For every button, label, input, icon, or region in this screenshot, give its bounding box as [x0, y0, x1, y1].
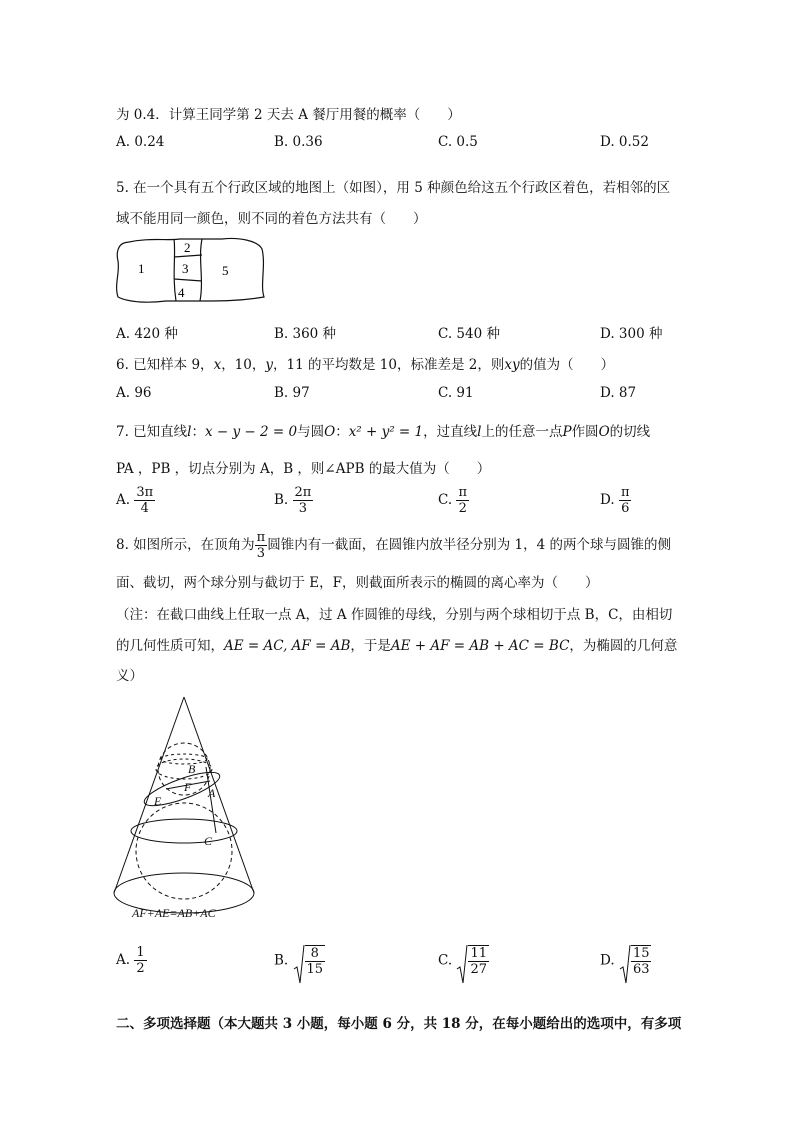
q4-stem: 为 0.4．计算王同学第 2 天去 A 餐厅用餐的概率（ ） [116, 107, 461, 123]
q5-stem-line2: 域不能用同一颜色，则不同的着色方法共有（ ） [116, 211, 427, 227]
q8-note-line2: 的几何性质可知，AE = AC, AF = AB，于是AE + AF = AB + AC = BC，为椭圆的几何意 [116, 638, 678, 654]
section2-heading: 二、多项选择题（本大题共 3 小题，每小题 6 分，共 18 分，在每小题给出的选项中，有多项 [116, 1016, 682, 1032]
q8-option-a: A. $\frac{1}{2}$ [116, 945, 145, 976]
q8-note-line3: 义） [116, 668, 143, 684]
map-region-2: 2 [184, 240, 191, 255]
apex-angle-fraction: $\frac{\pi}{3}$ [256, 530, 266, 561]
q8-option-b: B. $\frac{8}{15}$ [274, 945, 325, 977]
cone-formula: AF+AE=AB+AC [132, 906, 216, 920]
q5-stem-line1: 5. 在一个具有五个行政区域的地图上（如图），用 5 种颜色给这五个行政区着色，若相邻的区 [116, 180, 671, 196]
q4-options [116, 134, 656, 156]
q8-note-line1: （注：在截口曲线上任取一点 A，过 A 作圆锥的母线，分别与两个球相切于点 B，C，由相切 [116, 607, 673, 623]
q5-option-d: D. 300 种 [600, 326, 663, 342]
q7-stem-line1: 7. 已知直线l：x − y − 2 = 0与圆O：x² + y² = 1，过直线l上的任意一点P作圆O的切线 [116, 424, 651, 440]
q6-option-d: D. 87 [600, 385, 637, 401]
q5-map-figure [110, 235, 270, 305]
cone-label-a: A [208, 786, 216, 800]
q8-option-d: D. $\frac{15}{63}$ [600, 945, 651, 977]
var-x: x [213, 357, 222, 373]
q4-option-b: B. 0.36 [274, 134, 323, 150]
q7-option-b: B. $\frac{2\pi}{3}$ [274, 485, 312, 516]
cone-label-c: C [204, 834, 213, 848]
q5-option-b: B. 360 种 [274, 326, 337, 342]
q7-option-d: D. $\frac{\pi}{6}$ [600, 485, 630, 516]
map-region-1: 1 [138, 261, 145, 276]
var-y: y [265, 357, 274, 373]
q6-options [116, 385, 656, 407]
cone-label-b: B [188, 762, 196, 776]
q7-option-a: A. $\frac{3\pi}{4}$ [116, 485, 154, 516]
q5-option-a: A. 420 种 [116, 326, 178, 342]
q7-stem-line2: PA ，PB ，切点分别为 A，B ，则∠APB 的最大值为（ ） [116, 461, 491, 477]
q8-stem-line1: 8. 如图所示，在顶角为 $\frac{\pi}{3}$ 圆锥内有一截面，在圆锥内放半径分别为 1，4 的两个球与圆锥的侧 [116, 530, 671, 561]
q4-option-d: D. 0.52 [600, 134, 649, 150]
map-region-5: 5 [222, 263, 229, 278]
q8-stem-line2: 面、截切，两个球分别与截切于 E，F，则截面所表示的椭圆的离心率为（ ） [116, 575, 599, 591]
q6-option-a: A. 96 [116, 385, 152, 401]
var-xy: xy [504, 357, 520, 373]
q8-option-c: C. $\frac{11}{27}$ [438, 945, 489, 977]
map-region-4: 4 [178, 285, 185, 300]
map-region-3: 3 [182, 261, 189, 276]
circle-equation: x² + y² = 1 [348, 424, 424, 440]
cone-label-e: E [154, 794, 162, 808]
q6-option-b: B. 97 [274, 385, 310, 401]
cone-label-f: F [184, 780, 192, 794]
q6-option-c: C. 91 [438, 385, 474, 401]
line-equation: x − y − 2 = 0 [205, 424, 298, 440]
q5-options [116, 322, 663, 344]
q8-options [116, 945, 656, 989]
cone-figure [110, 693, 260, 925]
q6-stem: 6. 已知样本 9，x，10，y，11 的平均数是 10，标准差是 2，则xy的值为（ ） [116, 357, 615, 373]
q4-option-a: A. 0.24 [116, 134, 165, 150]
q5-option-c: C. 540 种 [438, 326, 500, 342]
q4-option-c: C. 0.5 [438, 134, 478, 150]
q7-options [116, 485, 656, 521]
q7-option-c: C. $\frac{\pi}{2}$ [438, 485, 467, 516]
